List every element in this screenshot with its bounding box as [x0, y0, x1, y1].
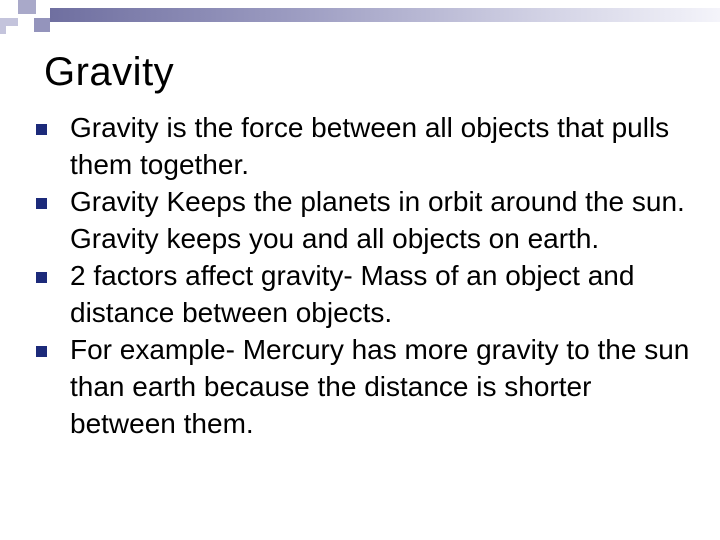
slide-title: Gravity — [44, 50, 175, 94]
bullet-item — [36, 109, 696, 183]
square-bullet-icon — [36, 124, 47, 135]
header-gradient-bar — [50, 8, 720, 22]
bullet-item — [36, 183, 696, 257]
bullet-item — [36, 331, 696, 442]
bullet-text: Gravity is the force between all objects that pulls them together. — [70, 112, 670, 180]
bullet-text: Gravity Keeps the planets in orbit around the sun. Gravity keeps you and all objects on earth. — [70, 186, 685, 254]
header-decoration — [0, 0, 720, 38]
bullet-text: 2 factors affect gravity- Mass of an object and distance between objects. — [70, 260, 635, 328]
bullet-item — [36, 257, 696, 331]
square-bullet-icon — [36, 272, 47, 283]
bullet-list — [36, 109, 696, 442]
square-bullet-icon — [36, 198, 47, 209]
bullet-text: For example- Mercury has more gravity to the sun than earth because the distance is shorter between them. — [70, 334, 690, 439]
square-bullet-icon — [36, 346, 47, 357]
